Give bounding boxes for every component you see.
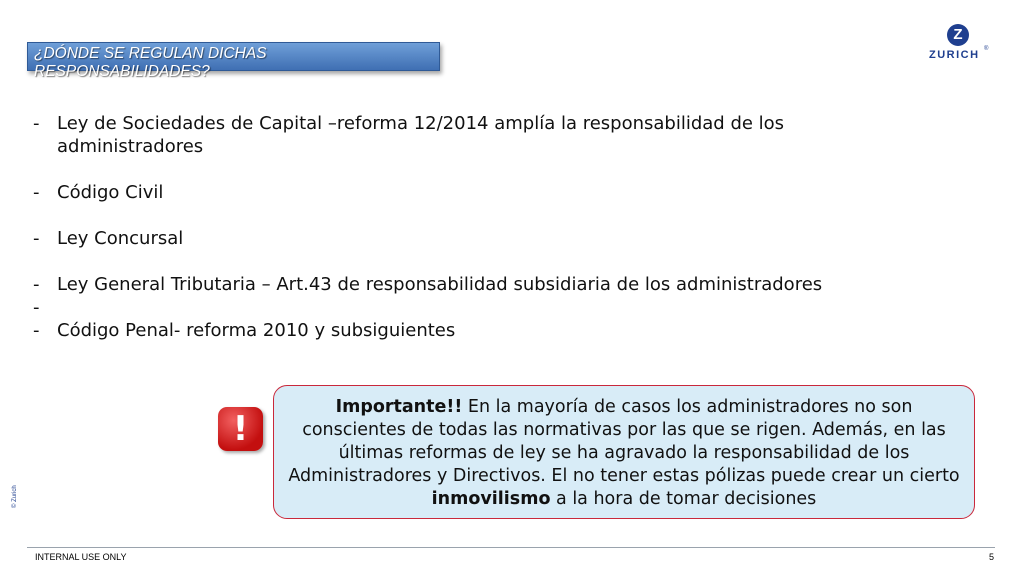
bullet-item	[33, 181, 853, 227]
bullet-dash: -	[33, 320, 40, 341]
logo-letter: Z	[947, 24, 969, 46]
slide-title: ¿DÓNDE SE REGULAN DICHAS RESPONSABILIDADES?	[34, 45, 267, 80]
footer-divider	[27, 547, 995, 548]
bullet-text: Ley Concursal	[57, 228, 184, 249]
bullet-item	[33, 273, 853, 296]
zurich-logo	[926, 22, 990, 66]
bullet-dash: -	[33, 113, 40, 134]
logo-word: ZURICH	[929, 49, 980, 61]
bullet-text: Ley de Sociedades de Capital –reforma 12/2014 amplía la responsabilidad de los administradores	[57, 113, 785, 157]
note-emphasis: inmovilismo	[431, 489, 551, 509]
bullet-list	[33, 112, 853, 342]
bullet-item	[33, 319, 853, 342]
note-text-2: a la hora de tomar decisiones	[550, 489, 817, 509]
bullet-item	[33, 296, 853, 319]
registered-mark: ®	[984, 46, 989, 52]
note-lead: Importante!!	[335, 397, 463, 417]
bullet-dash: -	[33, 228, 40, 249]
bullet-dash: -	[33, 274, 40, 295]
page-number: 5	[988, 552, 994, 562]
bullet-text: Ley General Tributaria – Art.43 de responsabilidad subsidiaria de los administradores	[57, 274, 823, 295]
bullet-dash: -	[33, 182, 40, 203]
copyright-text: © Zurich	[12, 485, 18, 508]
bullet-text: Código Penal- reforma 2010 y subsiguientes	[57, 320, 456, 341]
exclamation-icon: !	[218, 407, 263, 451]
bullet-item	[33, 227, 853, 273]
note-text-1: En la mayoría de casos los administradores no son conscientes de todas las normativas por las que se rigen. Además, en las últimas reformas de ley se ha agravado la responsabilidad de los Administradores y Directivos. El no tener estas pólizas puede crear un cierto	[288, 397, 960, 486]
footer-label: INTERNAL USE ONLY	[35, 552, 127, 562]
bullet-dash: -	[33, 297, 40, 318]
bullet-text: Código Civil	[57, 182, 164, 203]
bullet-item	[33, 112, 853, 181]
important-note	[273, 385, 975, 519]
